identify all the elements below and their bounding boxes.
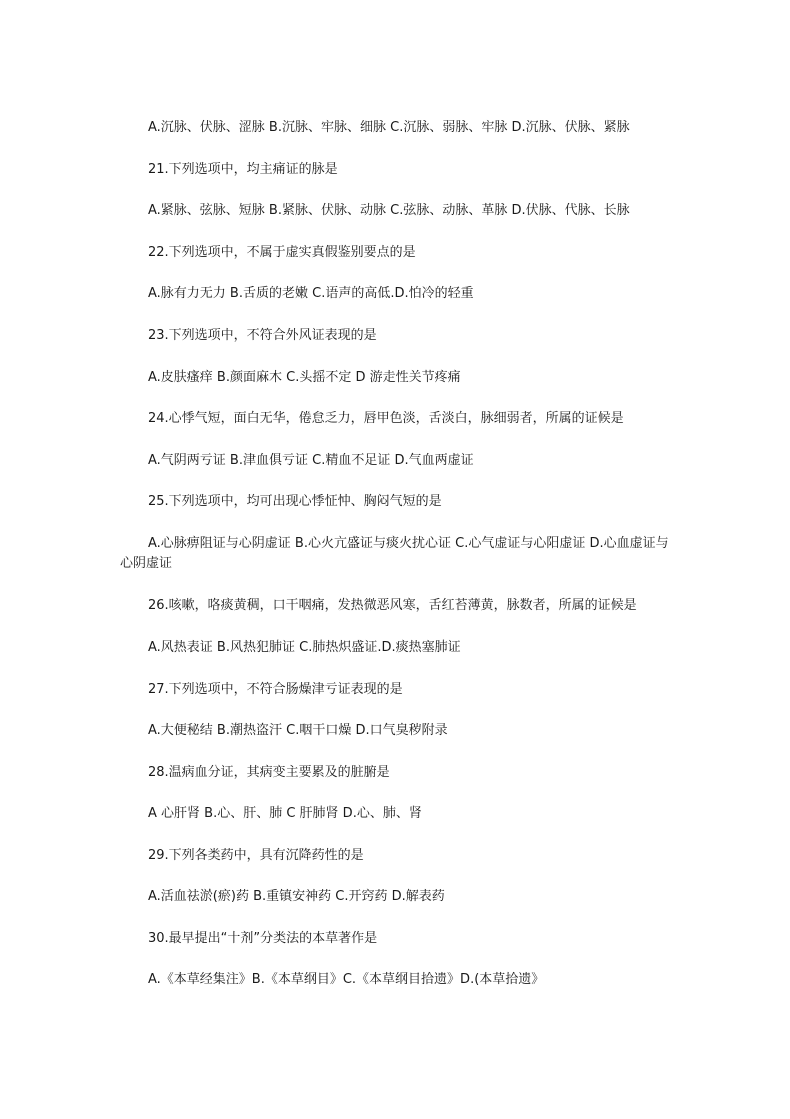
question-24: 24.心悸气短，面白无华，倦怠乏力，唇甲色淡，舌淡白，脉细弱者，所属的证候是 (148, 411, 624, 426)
options-q25: A.心脉痹阻证与心阴虚证 B.心火亢盛证与痰火扰心证 C.心气虚证与心阳虚证 D.心血虚证与心阴虚证 (120, 536, 669, 571)
question-28: 28.温病血分证，其病变主要累及的脏腑是 (148, 765, 390, 780)
options-q27: A.大便秘结 B.潮热盗汗 C.咽干口燥 D.口气臭秽附录 (148, 723, 448, 738)
options-q21: A.紧脉、弦脉、短脉 B.紧脉、伏脉、动脉 C.弦脉、动脉、革脉 D.伏脉、代脉、长脉 (148, 203, 630, 218)
options-q23: A.皮肤瘙痒 B.颜面麻木 C.头摇不定 D 游走性关节疼痛 (148, 370, 461, 385)
question-21: 21.下列选项中，均主痛证的脉是 (148, 162, 338, 177)
options-q28: A 心肝肾 B.心、肝、肺 C 肝肺肾 D.心、肺、肾 (148, 806, 422, 821)
question-23: 23.下列选项中，不符合外风证表现的是 (148, 328, 377, 343)
question-29: 29.下列各类药中，具有沉降药性的是 (148, 848, 364, 863)
question-22: 22.下列选项中，不属于虚实真假鉴别要点的是 (148, 245, 416, 260)
options-q22: A.脉有力无力 B.舌质的老嫩 C.语声的高低.D.怕冷的轻重 (148, 286, 474, 301)
options-q29: A.活血祛淤(瘀)药 B.重镇安神药 C.开窍药 D.解表药 (148, 889, 445, 904)
options-q26: A.风热表证 B.风热犯肺证 C.肺热炽盛证.D.痰热塞肺证 (148, 640, 461, 655)
question-25: 25.下列选项中，均可出现心悸怔忡、胸闷气短的是 (148, 494, 442, 509)
options-q20: A.沉脉、伏脉、涩脉 B.沉脉、牢脉、细脉 C.沉脉、弱脉、牢脉 D.沉脉、伏脉、紧脉 (148, 120, 630, 135)
options-q24: A.气阴两亏证 B.津血俱亏证 C.精血不足证 D.气血两虚证 (148, 453, 474, 468)
question-26: 26.咳嗽，咯痰黄稠，口干咽痛，发热微恶风寒，舌红苔薄黄，脉数者，所属的证候是 (148, 598, 637, 613)
question-30: 30.最早提出“十剂”分类法的本草著作是 (148, 931, 378, 946)
options-q30: A.《本草经集注》B.《本草纲目》C.《本草纲目拾遗》D.(本草拾遗》 (148, 972, 545, 987)
question-27: 27.下列选项中，不符合肠燥津亏证表现的是 (148, 682, 403, 697)
